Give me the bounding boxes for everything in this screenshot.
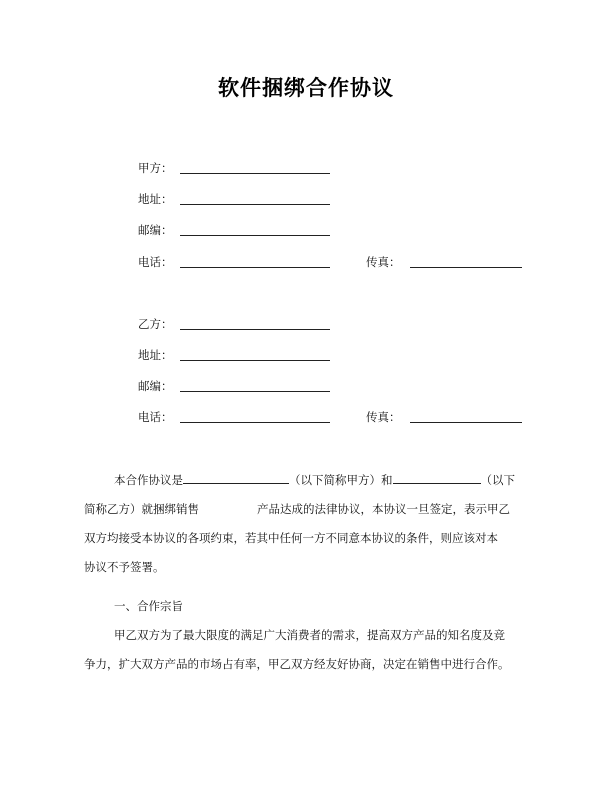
party-b-name-blank[interactable] [180,329,330,330]
intro-text-1c: （以下 [480,473,515,487]
section-1-line-2: 争力，扩大双方产品的市场占有率，甲乙双方经友好协商，决定在销售中进行合作。 [84,657,510,671]
party-b-name-inline-blank[interactable] [393,471,481,484]
party-b-fax-label: 传真： [366,410,401,424]
party-b-address-label: 地址： [138,348,173,362]
party-b-fax-blank[interactable] [410,422,522,423]
party-a-name-label: 甲方： [138,161,173,175]
intro-line-3: 双方均接受本协议的各项约束，若其中任何一方不同意本协议的条件，则应该对本 [84,531,498,545]
party-b-phone-blank[interactable] [180,422,330,423]
party-a-phone-blank[interactable] [180,267,330,268]
party-b-name-label: 乙方： [138,317,173,331]
party-a-address-label: 地址： [138,192,173,206]
intro-text-1a: 本合作协议是 [114,473,183,487]
intro-text-1b: （以下简称甲方）和 [289,473,393,487]
document-title: 软件捆绑合作协议 [218,76,394,100]
section-1-line-1: 甲乙双方为了最大限度的满足广大消费者的需求，提高双方产品的知名度及竞 [114,628,505,642]
party-a-name-blank[interactable] [180,173,330,174]
party-a-address-blank[interactable] [180,204,330,205]
party-b-zip-label: 邮编： [138,379,173,393]
section-1-heading: 一、合作宗旨 [114,599,183,613]
party-a-zip-blank[interactable] [180,235,330,236]
party-b-zip-blank[interactable] [180,391,330,392]
section-1 [84,592,524,692]
intro-line-2 [84,495,510,524]
party-a-fax-label: 传真： [366,255,401,269]
party-a-fax-blank[interactable] [410,267,522,268]
intro-line-4: 协议不予签署。 [84,560,165,574]
party-a-name-inline-blank[interactable] [183,471,289,484]
intro-paragraph [84,466,524,596]
party-a-zip-label: 邮编： [138,223,173,237]
intro-text-2a: 简称乙方）就捆绑销售 [84,502,199,516]
party-b-phone-label: 电话： [138,410,173,424]
intro-text-2b: 产品达成的法律协议，本协议一旦签定，表示甲乙 [257,502,510,516]
party-b-address-blank[interactable] [180,360,330,361]
intro-line-1 [114,466,515,495]
party-a-phone-label: 电话： [138,255,173,269]
